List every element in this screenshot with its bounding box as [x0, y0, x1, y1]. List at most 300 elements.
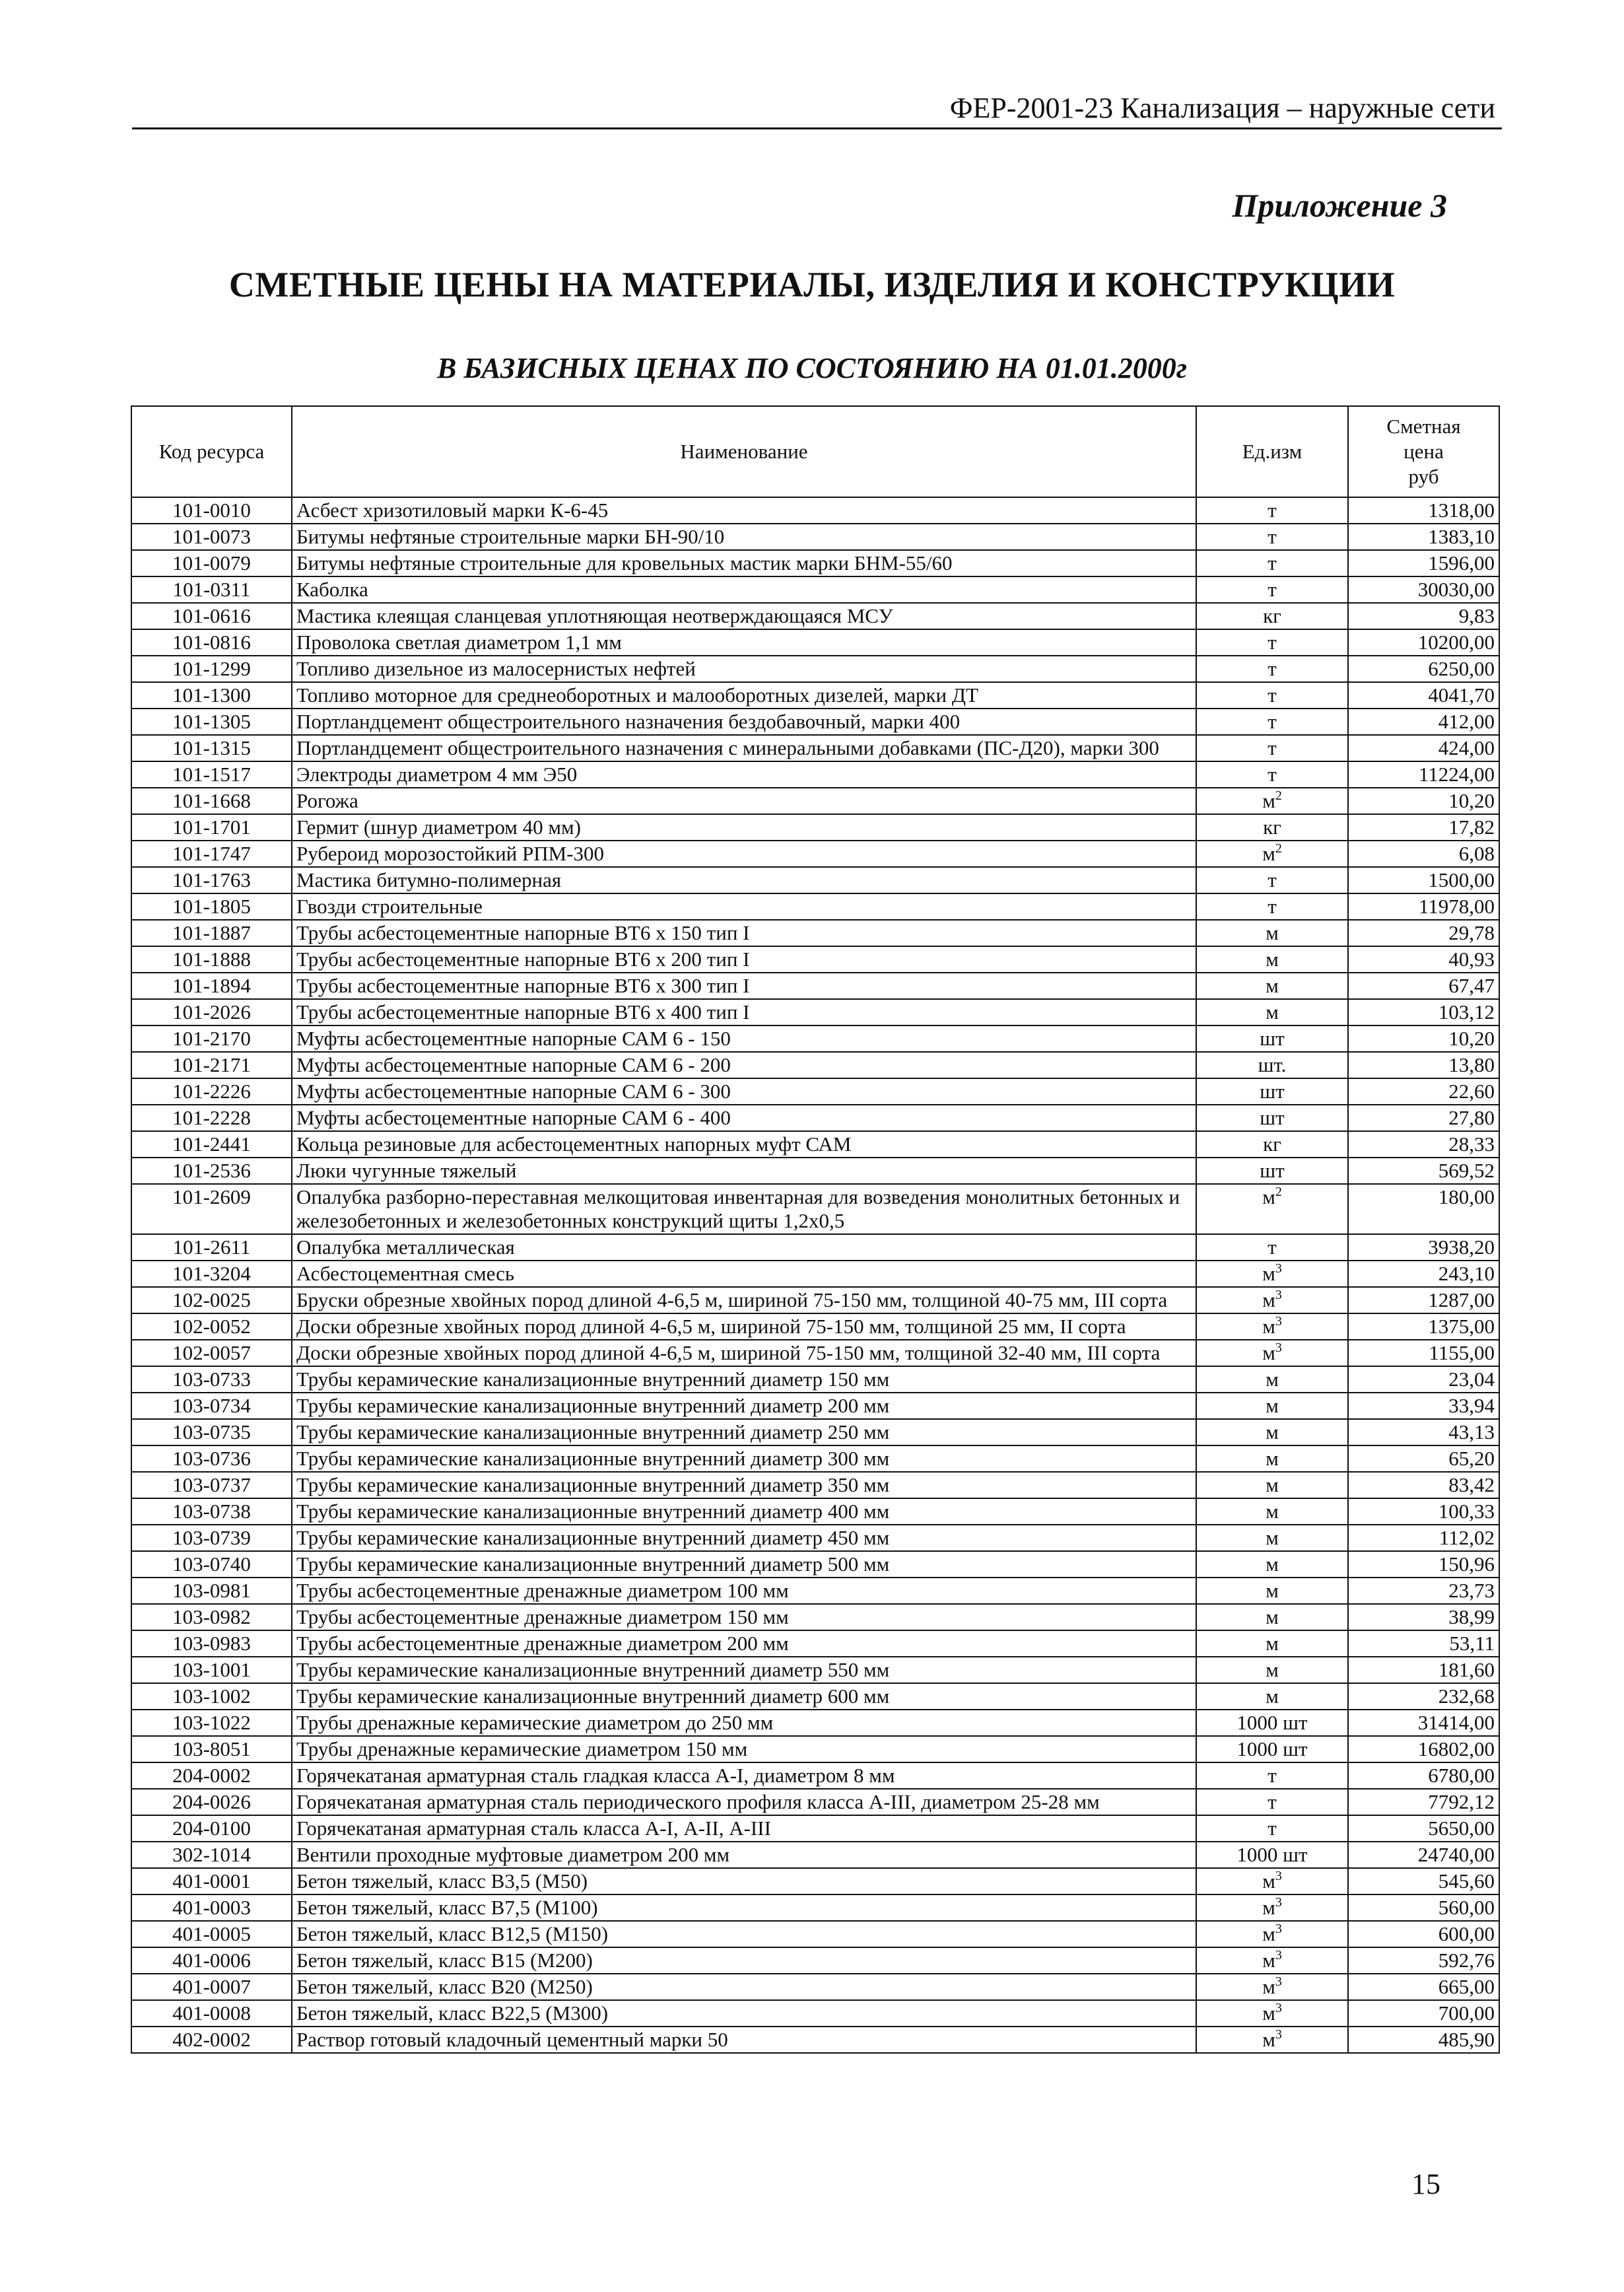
- unit-cell: [1196, 1158, 1348, 1184]
- unit-label: м: [1262, 1262, 1275, 1285]
- resource-name-cell: Мастика битумно-полимерная: [292, 867, 1196, 893]
- resource-code-cell: 103-0737: [131, 1472, 292, 1498]
- unit-cell: [1196, 603, 1348, 629]
- header-rule: [132, 127, 1502, 129]
- resource-name-cell: Опалубка разборно-переставная мелкощитовая инвентарная для возведения монолитных бетонных и железобетонных и железобетонных конструкций щиты 1,2х0,5: [292, 1184, 1196, 1234]
- table-row: [131, 1894, 1499, 1921]
- resource-name-cell: Опалубка металлическая: [292, 1234, 1196, 1261]
- resource-name-cell: Кольца резиновые для асбестоцементных напорных муфт САМ: [292, 1131, 1196, 1158]
- resource-name-cell: Портландцемент общестроительного назначения с минеральными добавками (ПС-Д20), марки 300: [292, 735, 1196, 761]
- resource-code-cell: 102-0052: [131, 1313, 292, 1340]
- price-cell: 16802,00: [1348, 1736, 1499, 1762]
- resource-code-cell: 103-0739: [131, 1525, 292, 1551]
- unit-label: т: [1268, 1764, 1277, 1787]
- price-cell: 29,78: [1348, 920, 1499, 946]
- unit-cell: [1196, 1472, 1348, 1498]
- resource-name-cell: Муфты асбестоцементные напорные САМ 6 - 300: [292, 1078, 1196, 1105]
- price-cell: 545,60: [1348, 1868, 1499, 1894]
- unit-cell: [1196, 1052, 1348, 1078]
- unit-cell: [1196, 1604, 1348, 1630]
- price-cell: 412,00: [1348, 709, 1499, 735]
- unit-cell: [1196, 709, 1348, 735]
- resource-code-cell: 103-1001: [131, 1657, 292, 1683]
- resource-code-cell: 401-0006: [131, 1947, 292, 1974]
- resource-code-cell: 103-0740: [131, 1551, 292, 1578]
- resource-name-cell: Битумы нефтяные строительные марки БН-90/10: [292, 524, 1196, 550]
- resource-code-cell: 101-2228: [131, 1105, 292, 1131]
- table-row: [131, 1184, 1499, 1234]
- unit-cell: [1196, 1762, 1348, 1789]
- unit-cell: [1196, 2000, 1348, 2027]
- price-cell: 150,96: [1348, 1551, 1499, 1578]
- unit-cell: [1196, 497, 1348, 524]
- resource-name-cell: Электроды диаметром 4 мм Э50: [292, 761, 1196, 788]
- unit-cell: [1196, 920, 1348, 946]
- resource-name-cell: Люки чугунные тяжелый: [292, 1158, 1196, 1184]
- unit-exponent: 3: [1275, 1948, 1282, 1962]
- unit-cell: [1196, 1445, 1348, 1472]
- resource-code-cell: 401-0005: [131, 1921, 292, 1947]
- resource-code-cell: 101-1894: [131, 973, 292, 999]
- price-cell: 1318,00: [1348, 497, 1499, 524]
- price-cell: 11224,00: [1348, 761, 1499, 788]
- price-cell: 569,52: [1348, 1158, 1499, 1184]
- price-cell: 1287,00: [1348, 1287, 1499, 1313]
- price-table: [131, 405, 1500, 2054]
- resource-name-cell: Топливо моторное для среднеоборотных и малооборотных дизелей, марки ДТ: [292, 682, 1196, 709]
- resource-code-cell: 401-0008: [131, 2000, 292, 2027]
- resource-name-cell: Трубы асбестоцементные напорные ВТ6 х 200 тип I: [292, 946, 1196, 973]
- unit-label: м: [1262, 1185, 1275, 1208]
- resource-name-cell: Трубы асбестоцементные напорные ВТ6 х 400 тип I: [292, 999, 1196, 1025]
- resource-code-cell: 402-0002: [131, 2027, 292, 2053]
- resource-code-cell: 101-0010: [131, 497, 292, 524]
- price-cell: 10,20: [1348, 788, 1499, 814]
- unit-label: т: [1268, 578, 1277, 601]
- table-row: [131, 920, 1499, 946]
- unit-label: м: [1262, 1341, 1275, 1364]
- resource-name-cell: Асбестоцементная смесь: [292, 1261, 1196, 1287]
- resource-code-cell: 103-0983: [131, 1630, 292, 1657]
- resource-name-cell: Асбест хризотиловый марки К-6-45: [292, 497, 1196, 524]
- table-row: [131, 2000, 1499, 2027]
- table-row: [131, 1525, 1499, 1551]
- price-cell: 243,10: [1348, 1261, 1499, 1287]
- resource-name-cell: Горячекатаная арматурная сталь гладкая класса А-I, диаметром 8 мм: [292, 1762, 1196, 1789]
- price-cell: 112,02: [1348, 1525, 1499, 1551]
- resource-code-cell: 101-1305: [131, 709, 292, 735]
- unit-label: м: [1262, 1949, 1275, 1972]
- resource-name-cell: Трубы дренажные керамические диаметром до 250 мм: [292, 1710, 1196, 1736]
- resource-name-cell: Трубы керамические канализационные внутренний диаметр 350 мм: [292, 1472, 1196, 1498]
- resource-name-cell: Мастика клеящая сланцевая уплотняющая неотверждающаяся МСУ: [292, 603, 1196, 629]
- resource-code-cell: 101-1747: [131, 841, 292, 867]
- unit-exponent: 3: [1275, 1895, 1282, 1910]
- resource-code-cell: 102-0025: [131, 1287, 292, 1313]
- unit-cell: [1196, 1340, 1348, 1366]
- table-row: [131, 999, 1499, 1025]
- unit-cell: [1196, 1184, 1348, 1234]
- unit-label: т: [1268, 763, 1277, 786]
- unit-label: м: [1266, 1500, 1279, 1523]
- price-cell: 30030,00: [1348, 576, 1499, 603]
- price-cell: 592,76: [1348, 1947, 1499, 1974]
- resource-name-cell: Трубы асбестоцементные напорные ВТ6 х 150 тип I: [292, 920, 1196, 946]
- unit-cell: [1196, 1894, 1348, 1921]
- table-row: [131, 1974, 1499, 2000]
- resource-name-cell: Бетон тяжелый, класс В22,5 (М300): [292, 2000, 1196, 2027]
- table-row: [131, 576, 1499, 603]
- unit-label: м: [1262, 1975, 1275, 1998]
- column-header-unit: Ед.изм: [1196, 406, 1348, 497]
- table-row: [131, 1921, 1499, 1947]
- unit-label: шт: [1260, 1159, 1285, 1182]
- table-row: [131, 1789, 1499, 1815]
- resource-code-cell: 102-0057: [131, 1340, 292, 1366]
- unit-label: м: [1266, 1605, 1279, 1628]
- unit-cell: [1196, 1815, 1348, 1842]
- table-row: [131, 788, 1499, 814]
- resource-code-cell: 101-0616: [131, 603, 292, 629]
- unit-label: м: [1262, 789, 1275, 812]
- price-cell: 6780,00: [1348, 1762, 1499, 1789]
- unit-exponent: 3: [1275, 2001, 1282, 2015]
- unit-label: шт: [1260, 1080, 1285, 1103]
- unit-exponent: 3: [1275, 1288, 1282, 1302]
- unit-exponent: 3: [1275, 2027, 1282, 2042]
- resource-name-cell: Доски обрезные хвойных пород длиной 4-6,5 м, шириной 75-150 мм, толщиной 25 мм, II сорта: [292, 1313, 1196, 1340]
- unit-label: м: [1266, 1658, 1279, 1681]
- unit-cell: [1196, 814, 1348, 841]
- resource-code-cell: 101-1805: [131, 893, 292, 920]
- unit-label: м: [1266, 1000, 1279, 1024]
- table-row: [131, 603, 1499, 629]
- unit-label: 1000 шт: [1236, 1843, 1308, 1866]
- page-subtitle: В БАЗИСНЫХ ЦЕНАХ ПО СОСТОЯНИЮ НА 01.01.2000г: [436, 352, 1188, 384]
- table-row: [131, 497, 1499, 524]
- price-cell: 4041,70: [1348, 682, 1499, 709]
- unit-cell: [1196, 1842, 1348, 1868]
- appendix-label: Приложение 3: [1232, 187, 1447, 224]
- resource-name-cell: Трубы дренажные керамические диаметром 150 мм: [292, 1736, 1196, 1762]
- price-cell: 103,12: [1348, 999, 1499, 1025]
- price-cell: 53,11: [1348, 1630, 1499, 1657]
- unit-label: м: [1266, 1473, 1279, 1496]
- resource-code-cell: 101-1888: [131, 946, 292, 973]
- table-row: [131, 1261, 1499, 1287]
- unit-cell: [1196, 1525, 1348, 1551]
- unit-label: м: [1262, 1896, 1275, 1919]
- unit-label: м: [1266, 974, 1279, 997]
- resource-code-cell: 101-2611: [131, 1234, 292, 1261]
- table-row: [131, 1340, 1499, 1366]
- resource-code-cell: 401-0003: [131, 1894, 292, 1921]
- resource-name-cell: Трубы керамические канализационные внутренний диаметр 550 мм: [292, 1657, 1196, 1683]
- resource-code-cell: 401-0007: [131, 1974, 292, 2000]
- unit-exponent: 3: [1275, 1314, 1282, 1329]
- resource-code-cell: 101-3204: [131, 1261, 292, 1287]
- price-cell: 560,00: [1348, 1894, 1499, 1921]
- unit-label: т: [1268, 631, 1277, 654]
- unit-label: т: [1268, 1790, 1277, 1813]
- price-cell: 11978,00: [1348, 893, 1499, 920]
- unit-label: т: [1268, 710, 1277, 733]
- unit-cell: [1196, 1498, 1348, 1525]
- resource-code-cell: 204-0026: [131, 1789, 292, 1815]
- unit-cell: [1196, 1105, 1348, 1131]
- table-row: [131, 550, 1499, 576]
- table-row: [131, 1393, 1499, 1419]
- table-row: [131, 1815, 1499, 1842]
- resource-code-cell: 302-1014: [131, 1842, 292, 1868]
- table-row: [131, 1683, 1499, 1710]
- resource-name-cell: Трубы керамические канализационные внутренний диаметр 300 мм: [292, 1445, 1196, 1472]
- resource-code-cell: 103-0982: [131, 1604, 292, 1630]
- table-row: [131, 1762, 1499, 1789]
- table-row: [131, 814, 1499, 841]
- table-row: [131, 1052, 1499, 1078]
- unit-exponent: 2: [1275, 841, 1282, 856]
- unit-cell: [1196, 1789, 1348, 1815]
- table-row: [131, 1472, 1499, 1498]
- price-cell: 28,33: [1348, 1131, 1499, 1158]
- table-row: [131, 682, 1499, 709]
- unit-cell: [1196, 1974, 1348, 2000]
- unit-label: м: [1266, 1420, 1279, 1443]
- unit-cell: [1196, 761, 1348, 788]
- unit-label: м: [1262, 1922, 1275, 1945]
- resource-name-cell: Рубероид морозостойкий РПМ-300: [292, 841, 1196, 867]
- table-row: [131, 973, 1499, 999]
- table-row: [131, 1366, 1499, 1393]
- unit-cell: [1196, 1313, 1348, 1340]
- resource-code-cell: 101-1517: [131, 761, 292, 788]
- resource-code-cell: 103-0738: [131, 1498, 292, 1525]
- unit-cell: [1196, 2027, 1348, 2053]
- resource-name-cell: Трубы асбестоцементные напорные ВТ6 х 300 тип I: [292, 973, 1196, 999]
- resource-name-cell: Трубы керамические канализационные внутренний диаметр 450 мм: [292, 1525, 1196, 1551]
- resource-code-cell: 204-0100: [131, 1815, 292, 1842]
- unit-exponent: 3: [1275, 1261, 1282, 1276]
- price-cell: 9,83: [1348, 603, 1499, 629]
- resource-code-cell: 103-0735: [131, 1419, 292, 1445]
- table-row: [131, 1105, 1499, 1131]
- resource-name-cell: Горячекатаная арматурная сталь периодического профиля класса А-III, диаметром 25-28 мм: [292, 1789, 1196, 1815]
- unit-label: м: [1266, 1447, 1279, 1470]
- table-row: [131, 946, 1499, 973]
- unit-label: м: [1262, 1869, 1275, 1893]
- price-cell: 600,00: [1348, 1921, 1499, 1947]
- price-cell: 23,04: [1348, 1366, 1499, 1393]
- unit-cell: [1196, 1683, 1348, 1710]
- unit-exponent: 3: [1275, 1340, 1282, 1355]
- resource-name-cell: Трубы керамические канализационные внутренний диаметр 200 мм: [292, 1393, 1196, 1419]
- price-cell: 6250,00: [1348, 656, 1499, 682]
- resource-code-cell: 101-0816: [131, 629, 292, 656]
- unit-label: м: [1262, 842, 1275, 865]
- resource-name-cell: Бетон тяжелый, класс В15 (М200): [292, 1947, 1196, 1974]
- unit-cell: [1196, 893, 1348, 920]
- column-header-code: Код ресурса: [131, 406, 292, 497]
- price-cell: 1155,00: [1348, 1340, 1499, 1366]
- unit-label: м: [1266, 1526, 1279, 1549]
- unit-label: шт.: [1258, 1053, 1287, 1076]
- resource-name-cell: Гвозди строительные: [292, 893, 1196, 920]
- unit-cell: [1196, 1710, 1348, 1736]
- table-row: [131, 1578, 1499, 1604]
- resource-code-cell: 101-0311: [131, 576, 292, 603]
- price-cell: 22,60: [1348, 1078, 1499, 1105]
- unit-cell: [1196, 1078, 1348, 1105]
- resource-name-cell: Бетон тяжелый, класс В20 (М250): [292, 1974, 1196, 2000]
- unit-cell: [1196, 735, 1348, 761]
- unit-exponent: 3: [1275, 1974, 1282, 1989]
- resource-code-cell: 101-1887: [131, 920, 292, 946]
- table-body: [131, 497, 1499, 2053]
- column-header-price-line2: цена: [1404, 440, 1444, 463]
- unit-cell: [1196, 1131, 1348, 1158]
- resource-name-cell: Портландцемент общестроительного назначения бездобавочный, марки 400: [292, 709, 1196, 735]
- column-header-price-line1: Сметная: [1386, 415, 1461, 438]
- resource-code-cell: 101-1300: [131, 682, 292, 709]
- resource-code-cell: 101-1763: [131, 867, 292, 893]
- resource-code-cell: 103-0734: [131, 1393, 292, 1419]
- price-cell: 3938,20: [1348, 1234, 1499, 1261]
- price-cell: 83,42: [1348, 1472, 1499, 1498]
- unit-exponent: 3: [1275, 1922, 1282, 1936]
- price-cell: 1596,00: [1348, 550, 1499, 576]
- resource-name-cell: Трубы асбестоцементные дренажные диаметром 100 мм: [292, 1578, 1196, 1604]
- price-cell: 700,00: [1348, 2000, 1499, 2027]
- resource-name-cell: Муфты асбестоцементные напорные САМ 6 - 400: [292, 1105, 1196, 1131]
- price-cell: 232,68: [1348, 1683, 1499, 1710]
- resource-code-cell: 101-1701: [131, 814, 292, 841]
- unit-label: кг: [1263, 816, 1281, 839]
- unit-label: т: [1268, 525, 1277, 548]
- resource-name-cell: Раствор готовый кладочный цементный марки 50: [292, 2027, 1196, 2053]
- resource-name-cell: Гермит (шнур диаметром 40 мм): [292, 814, 1196, 841]
- price-cell: 31414,00: [1348, 1710, 1499, 1736]
- price-cell: 485,90: [1348, 2027, 1499, 2053]
- unit-label: м: [1262, 1288, 1275, 1311]
- resource-code-cell: 103-1022: [131, 1710, 292, 1736]
- table-row: [131, 893, 1499, 920]
- table-row: [131, 1868, 1499, 1894]
- unit-cell: [1196, 1578, 1348, 1604]
- page-title: СМЕТНЫЕ ЦЕНЫ НА МАТЕРИАЛЫ, ИЗДЕЛИЯ И КОНСТРУКЦИИ: [228, 265, 1396, 304]
- resource-name-cell: Горячекатаная арматурная сталь класса А-I, А-II, А-III: [292, 1815, 1196, 1842]
- table-header-row: [131, 406, 1499, 497]
- table-row: [131, 1736, 1499, 1762]
- unit-cell: [1196, 1551, 1348, 1578]
- table-row: [131, 1025, 1499, 1052]
- table-row: [131, 1710, 1499, 1736]
- table-row: [131, 656, 1499, 682]
- resource-name-cell: Трубы керамические канализационные внутренний диаметр 150 мм: [292, 1366, 1196, 1393]
- resource-name-cell: Трубы керамические канализационные внутренний диаметр 600 мм: [292, 1683, 1196, 1710]
- resource-code-cell: 101-2609: [131, 1184, 292, 1234]
- column-header-name: Наименование: [292, 406, 1196, 497]
- unit-label: м: [1262, 2028, 1275, 2051]
- table-row: [131, 1947, 1499, 1974]
- resource-name-cell: Трубы керамические канализационные внутренний диаметр 250 мм: [292, 1419, 1196, 1445]
- unit-cell: [1196, 550, 1348, 576]
- unit-cell: [1196, 629, 1348, 656]
- table-row: [131, 709, 1499, 735]
- unit-cell: [1196, 1287, 1348, 1313]
- unit-cell: [1196, 973, 1348, 999]
- resource-name-cell: Битумы нефтяные строительные для кровельных мастик марки БНМ-55/60: [292, 550, 1196, 576]
- unit-label: м: [1266, 1579, 1279, 1602]
- price-cell: 1383,10: [1348, 524, 1499, 550]
- unit-label: шт: [1260, 1106, 1285, 1129]
- unit-cell: [1196, 1630, 1348, 1657]
- table-row: [131, 1419, 1499, 1445]
- resource-code-cell: 101-2441: [131, 1131, 292, 1158]
- resource-code-cell: 103-0981: [131, 1578, 292, 1604]
- unit-label: т: [1268, 736, 1277, 759]
- resource-name-cell: Трубы асбестоцементные дренажные диаметром 150 мм: [292, 1604, 1196, 1630]
- resource-name-cell: Проволока светлая диаметром 1,1 мм: [292, 629, 1196, 656]
- unit-label: м: [1266, 1394, 1279, 1417]
- price-cell: 665,00: [1348, 1974, 1499, 2000]
- price-cell: 1500,00: [1348, 867, 1499, 893]
- page-number: 15: [1411, 2168, 1440, 2200]
- unit-exponent: 3: [1275, 1869, 1282, 1883]
- unit-cell: [1196, 788, 1348, 814]
- price-cell: 27,80: [1348, 1105, 1499, 1131]
- resource-name-cell: Вентили проходные муфтовые диаметром 200 мм: [292, 1842, 1196, 1868]
- resource-name-cell: Рогожа: [292, 788, 1196, 814]
- table-row: [131, 629, 1499, 656]
- unit-label: т: [1268, 1235, 1277, 1259]
- unit-cell: [1196, 1393, 1348, 1419]
- price-cell: 1375,00: [1348, 1313, 1499, 1340]
- price-cell: 38,99: [1348, 1604, 1499, 1630]
- unit-cell: [1196, 1234, 1348, 1261]
- unit-label: м: [1266, 921, 1279, 944]
- unit-label: т: [1268, 1817, 1277, 1840]
- price-cell: 180,00: [1348, 1184, 1499, 1234]
- unit-label: м: [1266, 1368, 1279, 1391]
- column-header-price: [1348, 406, 1499, 497]
- unit-label: шт: [1260, 1027, 1285, 1050]
- table-row: [131, 1604, 1499, 1630]
- resource-code-cell: 204-0002: [131, 1762, 292, 1789]
- table-row: [131, 524, 1499, 550]
- resource-name-cell: Муфты асбестоцементные напорные САМ 6 - 150: [292, 1025, 1196, 1052]
- price-cell: 65,20: [1348, 1445, 1499, 1472]
- unit-cell: [1196, 1947, 1348, 1974]
- table-row: [131, 1498, 1499, 1525]
- resource-code-cell: 101-0079: [131, 550, 292, 576]
- price-cell: 40,93: [1348, 946, 1499, 973]
- resource-name-cell: Топливо дизельное из малосернистых нефтей: [292, 656, 1196, 682]
- price-cell: 181,60: [1348, 1657, 1499, 1683]
- unit-label: кг: [1263, 604, 1281, 627]
- price-cell: 10200,00: [1348, 629, 1499, 656]
- table-row: [131, 1158, 1499, 1184]
- unit-cell: [1196, 999, 1348, 1025]
- unit-label: т: [1268, 657, 1277, 680]
- resource-name-cell: Трубы керамические канализационные внутренний диаметр 500 мм: [292, 1551, 1196, 1578]
- resource-code-cell: 101-2536: [131, 1158, 292, 1184]
- price-cell: 33,94: [1348, 1393, 1499, 1419]
- resource-name-cell: Бетон тяжелый, класс В7,5 (М100): [292, 1894, 1196, 1921]
- resource-code-cell: 101-0073: [131, 524, 292, 550]
- resource-code-cell: 401-0001: [131, 1868, 292, 1894]
- unit-cell: [1196, 1921, 1348, 1947]
